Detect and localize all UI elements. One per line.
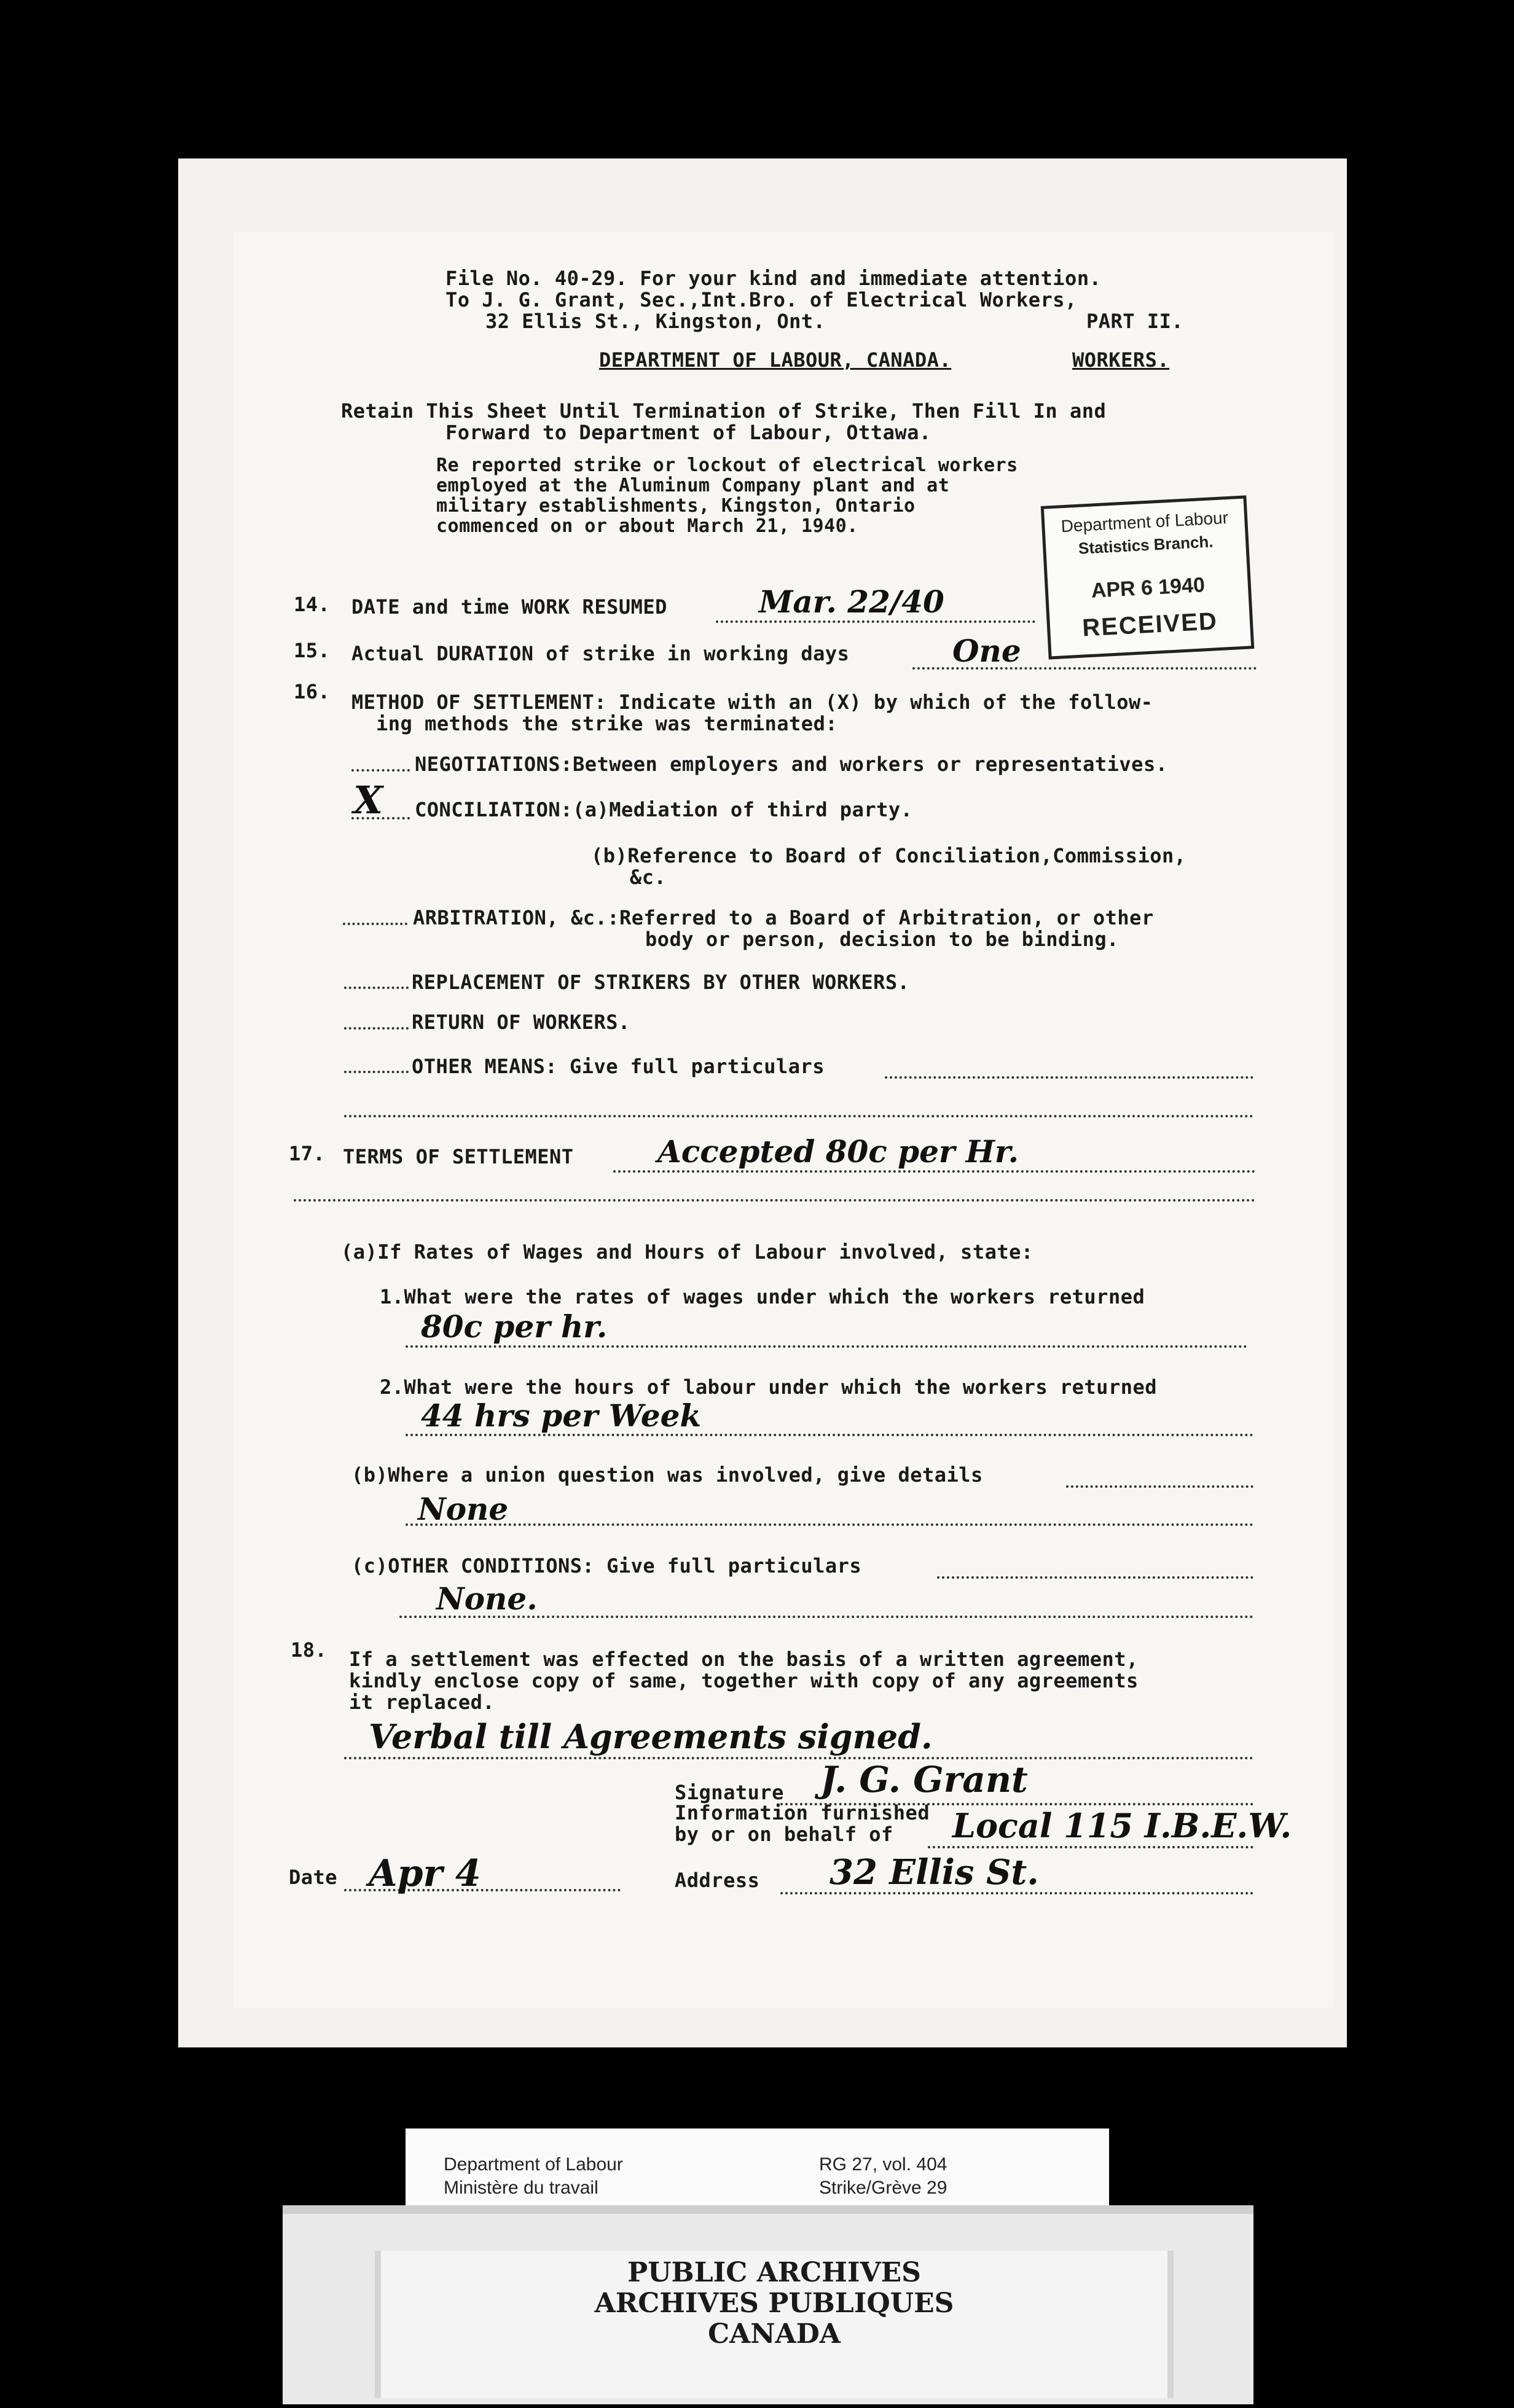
re-line-3: military establishments, Kingston, Ontario — [436, 495, 916, 517]
replacement-option: REPLACEMENT OF STRIKERS BY OTHER WORKERS. — [412, 971, 910, 994]
re-line-1: Re reported strike or lockout of electrical workers — [436, 455, 1018, 476]
q18-value[interactable]: Verbal till Agreements signed. — [369, 1717, 933, 1756]
workers-label: WORKERS. — [1072, 348, 1170, 372]
date-label: Date — [289, 1866, 338, 1889]
q17-line-2 — [294, 1199, 1255, 1202]
address-label: Address — [675, 1869, 760, 1892]
q14-line — [716, 620, 1035, 623]
q16-label-1: METHOD OF SETTLEMENT: Indicate with an (X) by which of the follow- — [351, 690, 1153, 714]
q18-line-2: kindly enclose copy of same, together with copy of any agreements — [349, 1669, 1139, 1692]
q18-line — [344, 1757, 1253, 1759]
reference-strike: Strike/Grève 29 — [819, 2178, 947, 2198]
replacement-blank — [344, 987, 409, 989]
department-title: DEPARTMENT OF LABOUR, CANADA. — [599, 348, 952, 372]
q18-number: 18. — [291, 1638, 328, 1662]
department-english: Department of Labour — [444, 2154, 623, 2175]
q18-line-1: If a settlement was effected on the basis of a written agreement, — [349, 1648, 1139, 1671]
conciliation-option-b-2: &c. — [630, 866, 667, 889]
other-means-line-1 — [885, 1076, 1253, 1079]
q17a1-line — [406, 1345, 1247, 1348]
information-value[interactable]: Local 115 I.B.E.W. — [952, 1806, 1292, 1845]
q14-label: DATE and time WORK RESUMED — [351, 595, 667, 619]
reference-volume: RG 27, vol. 404 — [819, 2154, 947, 2175]
stamp-department: Department of Labour — [1060, 508, 1229, 536]
stamp-branch: Statistics Branch. — [1078, 532, 1214, 558]
arbitration-blank — [343, 923, 407, 925]
q18-line-3: it replaced. — [349, 1691, 495, 1714]
return-blank — [344, 1027, 409, 1030]
re-line-4: commenced on or about March 21, 1940. — [436, 515, 858, 537]
negotiations-option: NEGOTIATIONS:Between employers and workers or representatives. — [415, 752, 1168, 776]
q17-line — [613, 1170, 1255, 1173]
archives-country: CANADA — [708, 2318, 841, 2350]
addressee-line: To J. G. Grant, Sec.,Int.Bro. of Electrical Workers, — [445, 288, 1077, 311]
q17c-value[interactable]: None. — [436, 1581, 538, 1617]
conciliation-option-b-1: (b)Reference to Board of Conciliation,Commission, — [591, 844, 1186, 867]
q17-label: TERMS OF SETTLEMENT — [343, 1145, 574, 1168]
q15-number: 15. — [294, 639, 331, 662]
file-line: File No. 40-29. For your kind and immediate attention. — [445, 267, 1102, 290]
q17c-line-2 — [399, 1616, 1253, 1618]
arbitration-option-1: ARBITRATION, &c.:Referred to a Board of Arbitration, or other — [413, 906, 1154, 929]
department-french: Ministère du travail — [444, 2178, 598, 2198]
stamp-status: RECEIVED — [1081, 608, 1218, 642]
q15-label: Actual DURATION of strike in working days — [351, 642, 850, 665]
negotiations-blank — [351, 769, 410, 772]
q17a2-label: 2.What were the hours of labour under which the workers returned — [380, 1375, 1157, 1399]
q17a1-value[interactable]: 80c per hr. — [421, 1308, 608, 1345]
information-label-1: Information furnished — [675, 1801, 930, 1824]
retain-line-2: Forward to Department of Labour, Ottawa. — [445, 421, 932, 444]
q17a2-line — [406, 1434, 1253, 1436]
arbitration-option-2: body or person, decision to be binding. — [645, 928, 1119, 951]
archives-tray — [283, 2205, 1253, 2404]
archives-french: ARCHIVES PUBLIQUES — [594, 2288, 954, 2319]
q17-value[interactable]: Accepted 80c per Hr. — [657, 1133, 1019, 1170]
q17a1-label: 1.What were the rates of wages under which the workers returned — [380, 1285, 1145, 1308]
conciliation-option-a: CONCILIATION:(a)Mediation of third party. — [415, 798, 913, 821]
part-label: PART II. — [1086, 310, 1184, 333]
q17a-label: (a)If Rates of Wages and Hours of Labour involved, state: — [341, 1240, 1034, 1264]
other-means-blank — [344, 1071, 409, 1073]
information-line — [928, 1846, 1253, 1848]
q15-value[interactable]: One — [952, 633, 1021, 669]
q17a2-value[interactable]: 44 hrs per Week — [421, 1398, 702, 1434]
address-line: 32 Ellis St., Kingston, Ont. — [485, 310, 826, 333]
stamp-date: APR 6 1940 — [1090, 573, 1206, 603]
q14-value[interactable]: Mar. 22/40 — [759, 584, 944, 620]
retain-line-1: Retain This Sheet Until Termination of Strike, Then Fill In and — [341, 399, 1107, 423]
q17b-label: (b)Where a union question was involved, give details — [351, 1463, 983, 1487]
other-means-option: OTHER MEANS: Give full particulars — [412, 1055, 825, 1078]
received-stamp — [1041, 495, 1255, 659]
archives-english: PUBLIC ARCHIVES — [627, 2257, 921, 2288]
q16-label-2: ing methods the strike was terminated: — [376, 712, 838, 735]
information-label-2: by or on behalf of — [675, 1823, 893, 1846]
return-option: RETURN OF WORKERS. — [412, 1011, 630, 1034]
signature-label: Signature — [675, 1781, 784, 1804]
other-means-line-2 — [344, 1115, 1253, 1117]
q17b-line-1 — [1066, 1485, 1253, 1488]
q17b-value[interactable]: None — [418, 1491, 509, 1527]
address-value[interactable]: 32 Ellis St. — [830, 1852, 1039, 1893]
q14-number: 14. — [294, 593, 331, 616]
q17c-label: (c)OTHER CONDITIONS: Give full particulars — [351, 1554, 862, 1577]
q16-number: 16. — [294, 680, 331, 703]
q17c-line-1 — [937, 1576, 1253, 1579]
q17-number: 17. — [289, 1142, 326, 1165]
re-line-2: employed at the Aluminum Company plant and at — [436, 475, 950, 496]
date-value[interactable]: Apr 4 — [369, 1852, 481, 1895]
q17b-line-2 — [406, 1523, 1253, 1526]
conciliation-mark[interactable]: X — [353, 778, 383, 823]
signature-value[interactable]: J. G. Grant — [820, 1759, 1028, 1800]
archives-plate — [375, 2251, 1174, 2398]
